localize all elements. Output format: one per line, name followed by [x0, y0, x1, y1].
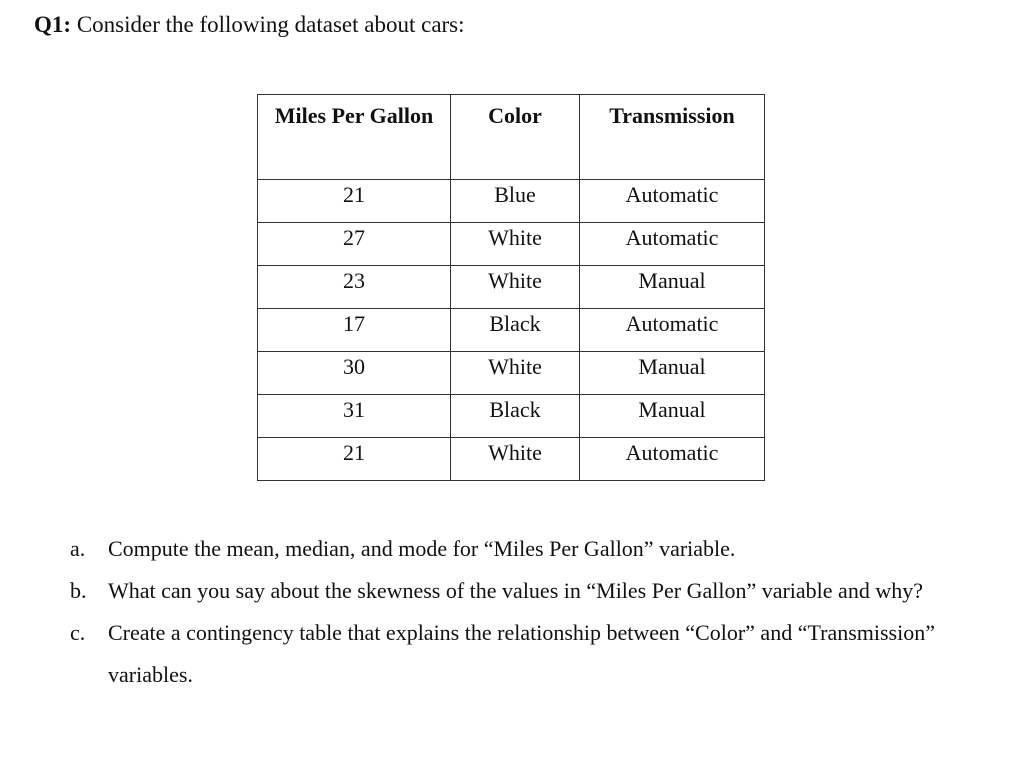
- table-row: [258, 395, 765, 438]
- header-transmission: Transmission: [580, 95, 765, 180]
- task-marker: b.: [70, 578, 87, 603]
- task-text: Create a contingency table that explains the relationship between “Color” and “Transmission” variables.: [108, 620, 935, 687]
- header-miles-per-gallon: Miles Per Gallon: [258, 95, 451, 180]
- cell-mpg: 21: [258, 438, 451, 481]
- task-marker: a.: [70, 536, 86, 561]
- task-item-b: [70, 570, 990, 612]
- cell-transmission: Automatic: [580, 180, 765, 223]
- question-number: Q1:: [34, 12, 72, 37]
- table-row: [258, 266, 765, 309]
- table-header-row: [258, 95, 765, 180]
- cell-transmission: Manual: [580, 266, 765, 309]
- task-item-a: [70, 528, 990, 570]
- cell-transmission: Automatic: [580, 438, 765, 481]
- table-row: [258, 309, 765, 352]
- cell-color: Black: [451, 395, 580, 438]
- cars-dataset-table: [257, 94, 765, 481]
- cell-color: White: [451, 438, 580, 481]
- question-heading: [34, 10, 465, 40]
- header-color: Color: [451, 95, 580, 180]
- task-marker: c.: [70, 620, 86, 645]
- cell-transmission: Manual: [580, 395, 765, 438]
- cell-color: Black: [451, 309, 580, 352]
- cell-transmission: Manual: [580, 352, 765, 395]
- table-row: [258, 180, 765, 223]
- table-row: [258, 223, 765, 266]
- cell-mpg: 21: [258, 180, 451, 223]
- task-text: Compute the mean, median, and mode for “Miles Per Gallon” variable.: [108, 536, 736, 561]
- cell-mpg: 23: [258, 266, 451, 309]
- cell-transmission: Automatic: [580, 309, 765, 352]
- cell-color: White: [451, 223, 580, 266]
- question-text: Consider the following dataset about cars:: [76, 12, 465, 37]
- task-text: What can you say about the skewness of the values in “Miles Per Gallon” variable and why?: [108, 578, 923, 603]
- cell-color: Blue: [451, 180, 580, 223]
- cell-mpg: 17: [258, 309, 451, 352]
- cell-mpg: 31: [258, 395, 451, 438]
- cell-mpg: 27: [258, 223, 451, 266]
- cell-mpg: 30: [258, 352, 451, 395]
- task-item-c: [70, 612, 990, 696]
- task-list: [70, 528, 990, 696]
- table-row: [258, 438, 765, 481]
- cell-color: White: [451, 266, 580, 309]
- table-row: [258, 352, 765, 395]
- cell-color: White: [451, 352, 580, 395]
- cell-transmission: Automatic: [580, 223, 765, 266]
